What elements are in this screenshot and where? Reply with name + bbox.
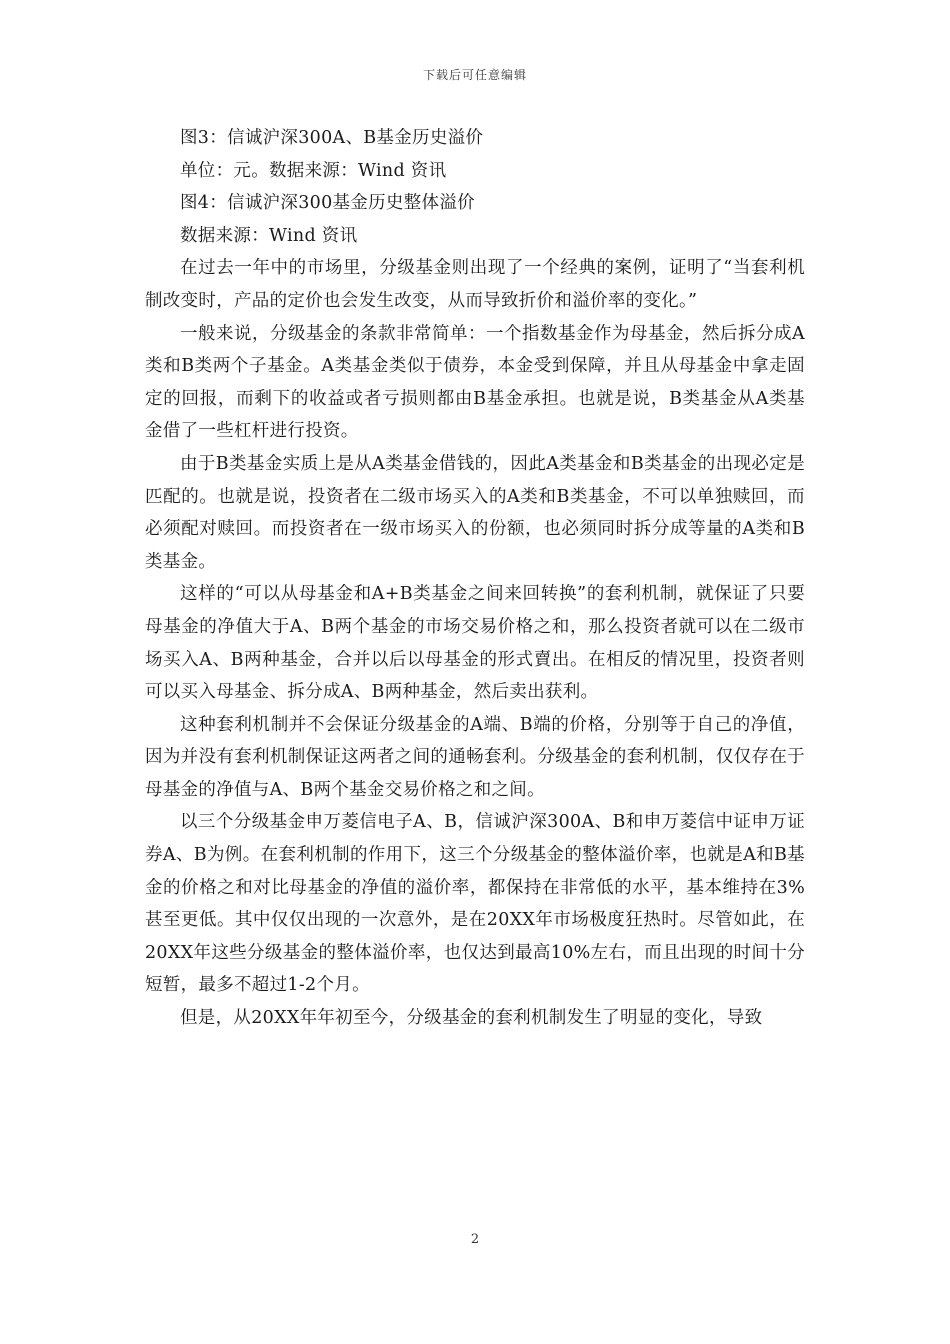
figure-source-3: 单位：元。数据来源：Wind 资讯 (180, 160, 447, 181)
figure-source-4: 数据来源：Wind 资讯 (180, 225, 358, 246)
page-number: 2 (470, 1232, 480, 1247)
figure-caption-3: 图3：信诚沪深300A、B基金历史溢价 (180, 128, 484, 148)
body-paragraph: 在过去一年中的市场里，分级基金则出现了一个经典的案例，证明了“当套利机制改变时，产品的定价也会发生改变，从而导致折价和溢价率的变化。” (145, 258, 805, 311)
body-paragraph: 这种套利机制并不会保证分级基金的A端、B端的价格，分别等于自己的净值，因为并没有套利机制保证这两者之间的通畅套利。分级基金的套利机制，仅仅存在于母基金的净值与A、B两个基金交易价格之和之间。 (145, 714, 805, 800)
body-paragraph: 一般来说，分级基金的条款非常简单：一个指数基金作为母基金，然后拆分成A类和B类两个子基金。A类基金类似于债券，本金受到保障，并且从母基金中拿走固定的回报，而剩下的收益或者亏损则都由B基金承担。也就是说，B类基金从A类基金借了一些杠杆进行投资。 (145, 323, 805, 442)
page-header: 下载后可任意编辑 (422, 68, 527, 82)
body-paragraph: 这样的“可以从母基金和A+B类基金之间来回转换”的套利机制，就保证了只要母基金的净值大于A、B两个基金的市场交易价格之和，那么投资者就可以在二级市场买入A、B两种基金，合并以后以母基金的形式賣出。在相反的情况里，投资者则可以买入母基金、拆分成A、B两种基金，然后卖出获利。 (145, 584, 805, 703)
figure-caption-4: 图4：信诚沪深300基金历史整体溢价 (180, 193, 475, 214)
body-paragraph: 但是，从20XX年年初至今，分级基金的套利机制发生了明显的变化，导致 (180, 1008, 763, 1029)
document-body (145, 122, 805, 1035)
body-paragraph: 以三个分级基金申万菱信电子A、B，信诚沪深300A、B和申万菱信中证申万证券A、B为例。在套利机制的作用下，这三个分级基金的整体溢价率，也就是A和B基金的价格之和对比母基金的净值的溢价率，都保持在非常低的水平，基本维持在3%甚至更低。其中仅仅出现的一次意外，是在20XX年市场极度狂热时。尽管如此，在20XX年这些分级基金的整体溢价率，也仅达到最高10%左右，而且出现的时间十分短暂，最多不超过1-2个月。 (145, 812, 805, 996)
body-paragraph: 由于B类基金实质上是从A类基金借钱的，因此A类基金和B类基金的出现必定是匹配的。也就是说，投资者在二级市场买入的A类和B类基金，不可以单独赎回，而必须配对赎回。而投资者在一级市场买入的份额，也必须同时拆分成等量的A类和B类基金。 (145, 453, 805, 572)
